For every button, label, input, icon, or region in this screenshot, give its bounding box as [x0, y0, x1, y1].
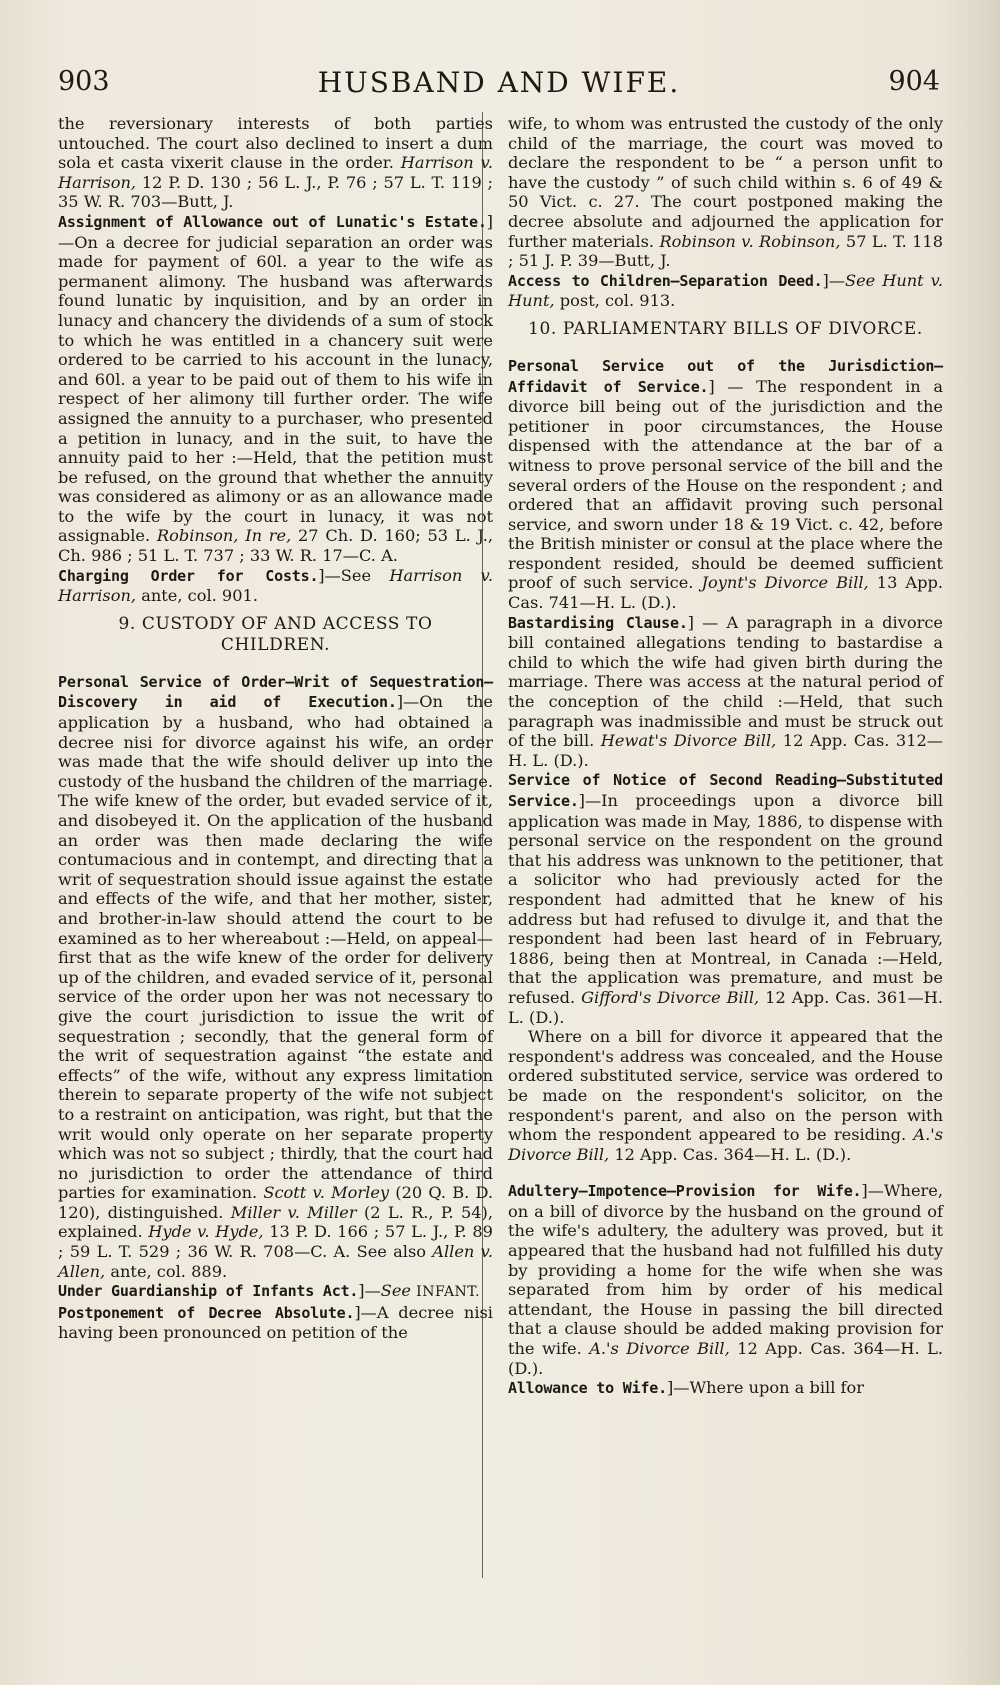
entry-heading: Under Guardianship of Infants Act.: [58, 1282, 359, 1301]
entry-text: ] — A paragraph in a divorce bill contained allegations tending to bastardise a child to which the wife had given birth during the marriage. There was access at the natural period of the conception of the child :—Held, that such paragraph was inadmissible and must be struck out of the bill.: [508, 612, 944, 751]
entry-heading: Personal Service of Order—Writ of Sequestration—Discovery in aid of Execution.: [58, 672, 493, 712]
entry-postponement-of-decree: [58, 1303, 493, 1343]
entry-service-of-notice: [508, 770, 943, 1164]
report-reference: (2 L. R., P. 54), explained.: [58, 1202, 494, 1242]
entry-heading: Assignment of Allowance out of Lunatic's Estate.: [58, 212, 487, 231]
report-reference: 27 Ch. D. 160; 53 L. J., Ch. 986 ; 51 L. T. 737 ; 33 W. R. 17—C. A.: [58, 526, 493, 566]
entry-guardianship-of-infants: [58, 1281, 493, 1303]
cross-reference: INFANT.: [416, 1284, 481, 1301]
case-citation: Harrison v. Harrison,: [58, 565, 493, 606]
section-heading-line: 10. PARLIAMENTARY BILLS OF DIVORCE.: [528, 318, 923, 339]
left-column: [58, 114, 493, 1343]
case-citation: Robinson v. Robinson,: [659, 231, 841, 251]
case-citation: Hewat's Divorce Bill,: [600, 731, 777, 751]
entry-text: ] — The respondent in a divorce bill being out of the jurisdiction and the petitioner in poor circumstances, the House dispensed with the attendance at the bar of a witness to prove personal service of the bill and the several orders of the House on the respondent ; and ordered that an affidavit proving such personal service, and sworn under 18 & 19 Vict. c. 42, before the British minister or consul at the place where the respondent resided, should be deemed sufficient proof of such service.: [508, 376, 943, 593]
case-citation: Harrison v. Harrison,: [58, 153, 493, 192]
entry-heading: Bastardising Clause.: [508, 613, 688, 632]
report-reference: 12 App. Cas. 364—H. L. (D.).: [614, 1144, 852, 1164]
entry-heading: Postponement of Decree Absolute.: [58, 1303, 355, 1322]
entry-paragraph: [508, 770, 943, 1027]
entry-continuation: [58, 114, 493, 212]
entry-heading: Access to Children—Separation Deed.: [508, 271, 823, 290]
entry-text: ]—On a decree for judicial separation an order was made for payment of 60l. a year to the wife as permanent alimony. The husband was afterwards found lunatic by inquisition, and by an order in lunacy and chancery the dividends of a sum of stock to which he was entitled in a chancery suit were ordered to be carried to his account in the lunacy, and 60l. a year to be paid out of them to his wife in respect of her alimony till further order. The wife assigned the annuity to a purchaser, who presented a petition in lunacy, and in the suit, to have the annuity paid to her :—Held, that the petition must be refused, on the ground that whether the annuity was considered as alimony or as an allowance made to the wife by the court in lunacy, it was not assignable.: [58, 211, 493, 546]
report-reference: 12 P. D. 130 ; 56 L. J., P. 76 ; 57 L. T. 119 ; 35 W. R. 703—Butt, J.: [58, 172, 493, 212]
entry-text: the reversionary interests of both parties untouched. The court also declined to insert a dum sola et casta vixerit clause in the order.: [58, 114, 493, 173]
entry-heading: Personal Service out of the Jurisdiction—Affidavit of Service.: [508, 356, 943, 396]
entry-allowance-to-wife: [508, 1378, 943, 1399]
left-page-number: 903: [58, 66, 110, 97]
entry-bastardising-clause: [508, 613, 943, 771]
case-citation: Gifford's Divorce Bill,: [581, 987, 760, 1007]
entry-heading: Adultery—Impotence—Provision for Wife.: [508, 1182, 862, 1201]
case-citation: Hunt v. Hunt,: [508, 270, 943, 311]
report-reference: 57 L. T. 118 ; 51 J. P. 39—Butt, J.: [508, 231, 944, 271]
entry-text: ]—Where, on a bill of divorce by the husband on the ground of the wife's adultery, the adultery was proved, but it appeared that the husband had not fulfilled his duty by providing a home for the wife when she was separated from him by order of his medical attendant, the House in passing the bill directed that a clause should be added making provision for the wife.: [508, 1181, 943, 1359]
report-reference: 13 P. D. 166 ; 57 L. J., P. 89 ; 59 L. T. 529 ; 36 W. R. 708—C. A. See also: [58, 1222, 493, 1262]
entry-text: ]—In proceedings upon a divorce bill application was made in May, 1886, to dispense with personal service on the respondent on the ground that his address was unknown to the petitioner, that a solicitor who had previously acted for the respondent had admitted that he knew of his address but had refused to divulge it, and that the respondent had been last heard of in February, 1886, being then at Montreal, in Canada :—Held, that the application was premature, and must be refused.: [508, 791, 943, 1007]
entry-text: ]—On the application by a husband, who had obtained a decree nisi for divorce against his wife, an order was made that the wife should deliver up into the custody of the husband the children of the marriage. The wife knew of the order, but evaded service of it, and disobeyed it. On the application of the husband an order was then made declaring the wife contumacious and in contempt, and directing that a writ of sequestration should issue against the estate and effects of the wife, and that her mother, sister, and brother-in-law should attend the court to be examined as to her whereabout :—Held, on appeal—first that as the wife knew of the order for delivery up of the children, and evaded service of it, personal service of the order upon her was not necessary to give the court jurisdiction to issue the writ of sequestration ; secondly, that the general form of the writ of sequestration against “the estate and effects” of the wife, without any express limitation therein to separate property of the wife not subject to a restraint on anticipation, was right, but that the writ would only operate on her separate property which was not so subject ; thirdly, that the court had no jurisdiction to order the attendance of third parties for examination.: [58, 692, 493, 1203]
entry-heading: Allowance to Wife.: [508, 1379, 667, 1398]
section-heading-line: 9. CUSTODY OF AND ACCESS TO: [118, 613, 433, 634]
report-reference: post, col. 913.: [559, 291, 676, 311]
entry-assignment-of-allowance: [58, 212, 493, 566]
section-heading-line: CHILDREN.: [220, 634, 331, 655]
entry-heading: Charging Order for Costs.: [58, 566, 319, 585]
case-citation: A.'s Divorce Bill,: [589, 1339, 730, 1359]
entry-continuation: [508, 114, 943, 271]
report-reference: 13 App. Cas. 741—H. L. (D.).: [508, 573, 943, 613]
entry-charging-order: [58, 566, 493, 606]
case-citation: Miller v. Miller: [230, 1202, 357, 1222]
case-citation: Allen v. Allen,: [58, 1242, 493, 1281]
report-reference: ante, col. 901.: [141, 586, 258, 606]
entry-paragraph: [508, 1027, 943, 1164]
entry-adultery-impotence: [508, 1181, 943, 1378]
entry-heading: Service of Notice of Second Reading—Substituted Service.: [508, 771, 943, 810]
section-heading-parliamentary-bills: [508, 319, 943, 340]
case-citation: Robinson, In re,: [156, 526, 292, 546]
entry-personal-service-out-of-jurisdiction: [508, 356, 943, 613]
entry-personal-service-of-order: [58, 672, 493, 1281]
entry-text: wife, to whom was entrusted the custody of the only child of the marriage, the court was moved to declare the respondent to be “ a person unfit to have the custody ” of such child within s. 6 of 49 & 50 Vict. c. 27. The court postponed making the decree absolute and adjourned the application for further materials.: [508, 114, 943, 251]
see-reference: See: [380, 1281, 412, 1301]
report-reference: 12 App. Cas. 361—H. L. (D.).: [508, 987, 943, 1027]
entry-text: ]—: [822, 270, 845, 290]
right-column: [508, 114, 943, 1399]
entry-text: ]—: [358, 1281, 381, 1301]
report-reference: 12 App. Cas. 312—H. L. (D.).: [508, 731, 943, 770]
entry-text: ]—Where upon a bill for: [666, 1378, 864, 1398]
report-reference: ante, col. 889.: [110, 1261, 228, 1281]
report-reference: 12 App. Cas. 364—H. L. (D.).: [508, 1339, 943, 1378]
section-heading-custody: [58, 614, 493, 656]
right-page-number: 904: [888, 66, 940, 97]
entry-text: ]—See: [318, 565, 372, 585]
see-reference: See: [845, 270, 876, 290]
running-title: HUSBAND AND WIFE.: [317, 66, 681, 99]
case-citation: A.'s Divorce Bill,: [508, 1125, 943, 1164]
case-citation: Hyde v. Hyde,: [148, 1222, 264, 1242]
case-citation: Joynt's Divorce Bill,: [701, 573, 869, 593]
case-citation: Scott v. Morley: [263, 1183, 390, 1203]
page-header: [58, 66, 940, 106]
entry-access-to-children: [508, 271, 943, 311]
report-reference: (20 Q. B. D. 120), distinguished.: [58, 1183, 493, 1222]
entry-text: ]—A decree nisi having been pronounced on petition of the: [58, 1302, 493, 1343]
entry-text: Where on a bill for divorce it appeared that the respondent's address was concealed, and the House ordered substituted service, service was ordered to be made on the respondent's solicitor, on the respondent's parent, and also on the person with whom the respondent appeared to be residing.: [508, 1027, 943, 1145]
